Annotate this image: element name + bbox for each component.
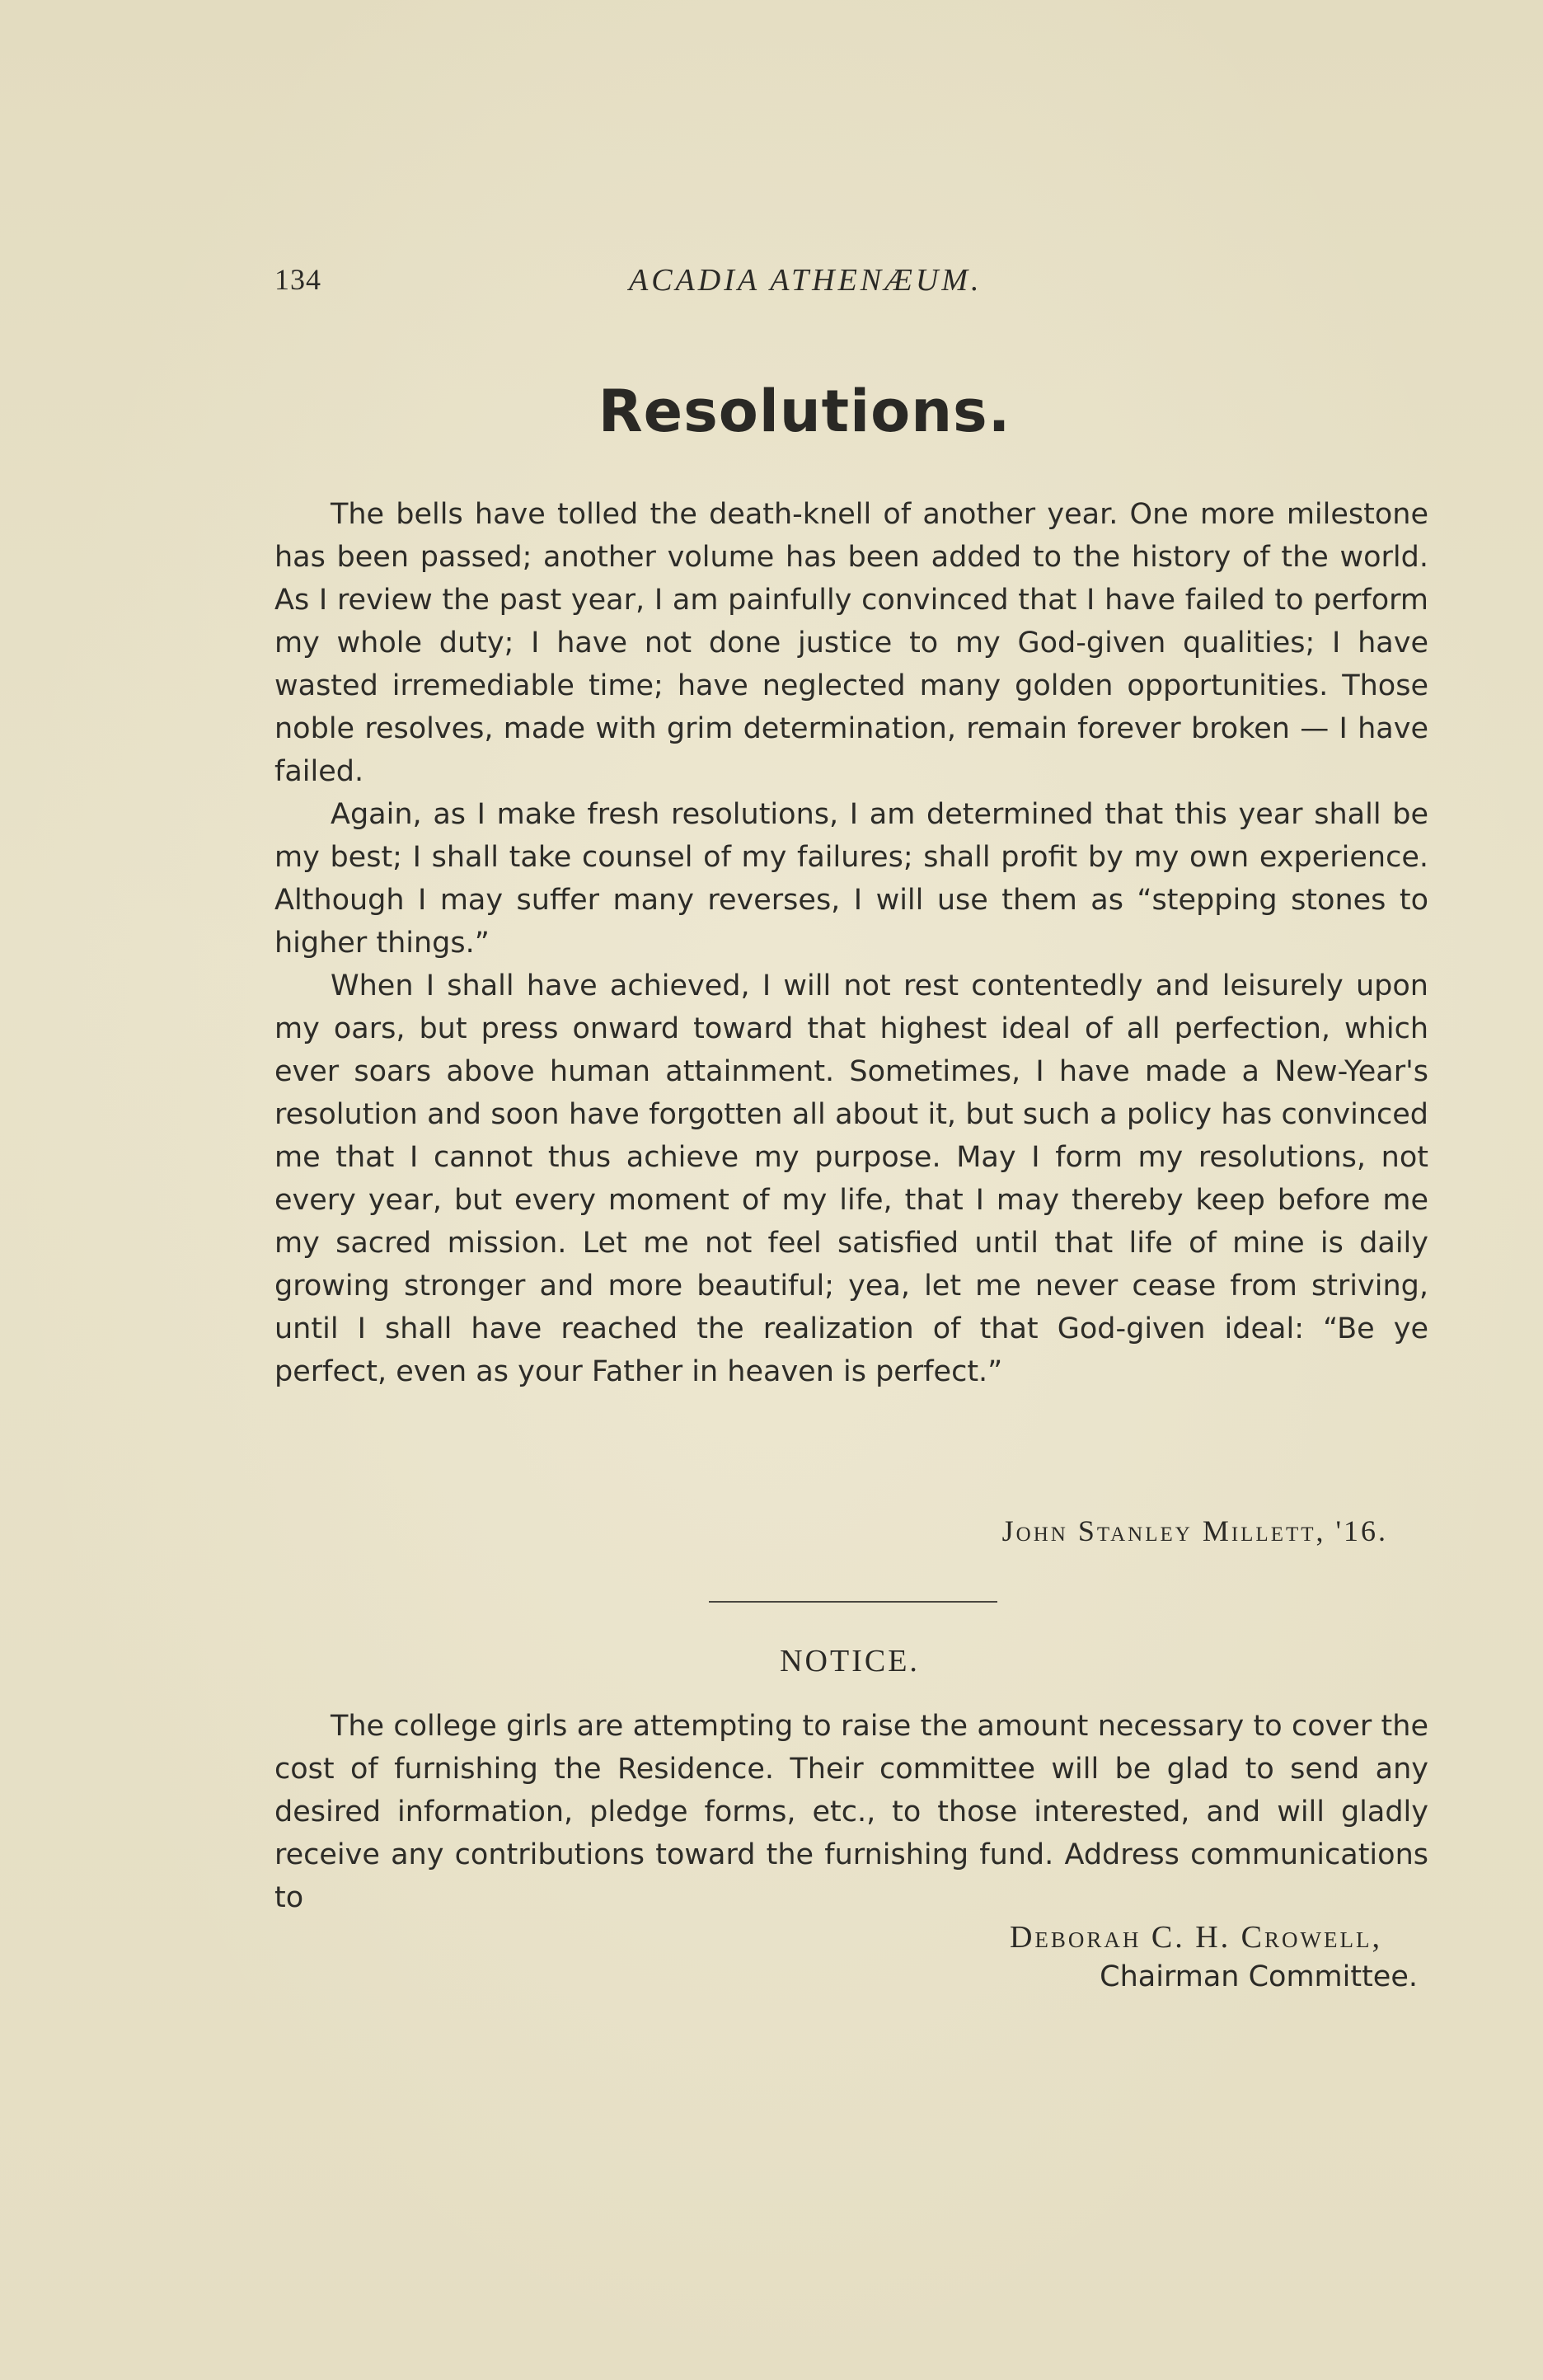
notice-paragraph: The college girls are attempting to raise the amount necessary to cover the cost of furnishing the Residence. Their committee will be glad to send any desired information, pledge forms, etc., to those interested, and will gladly receive any contributions toward the furnishing fund. Address communications to [274,1710,1428,1914]
section-divider [709,1601,997,1603]
article-body [274,493,1428,1393]
page-number: 134 [274,263,321,296]
running-head: ACADIA ATHENÆUM. [629,263,983,298]
notice-heading: NOTICE. [780,1644,920,1678]
article-paragraph: The bells have tolled the death-knell of another year. One more milestone has been passed; another volume has been added to the history of the world. As I review the past year, I am painfully convinced that I have failed to perform my whole duty; I have not done justice to my God-given qualities; I have wasted irremediable time; have neglected many golden opportunities. Those noble resolves, made with grim determination, remain forever broken — I have failed. [274,498,1428,788]
notice-body [274,1705,1428,1919]
author-signature: John Stanley Millett, '16. [1001,1514,1388,1547]
notice-contact-title: Chairman Committee. [1100,1960,1418,1993]
article-paragraph: When I shall have achieved, I will not rest contentedly and leisurely upon my oars, but press onward toward that highest ideal of all perfection, which ever soars above human attainment. Sometimes, I have made a New-Year's resolution and soon have forgotten all about it, but such a policy has convinced me that I cannot thus achieve my purpose. May I form my resolutions, not every year, but every moment of my life, that I may thereby keep before me my sacred mission. Let me not feel satisfied until that life of mine is daily growing stronger and more beautiful; yea, let me never cease from striving, until I shall have reached the realization of that God-given ideal: “Be ye perfect, even as your Father in heaven is perfect.” [274,969,1428,1388]
article-title: Resolutions. [598,378,1011,445]
article-paragraph: Again, as I make fresh resolutions, I am determined that this year shall be my best; I shall take counsel of my failures; shall profit by my own experience. Although I may suffer many reverses, I will use them as “stepping stones to higher things.” [274,798,1428,960]
notice-contact-name: Deborah C. H. Crowell, [1009,1920,1382,1955]
page-header [274,262,1445,303]
